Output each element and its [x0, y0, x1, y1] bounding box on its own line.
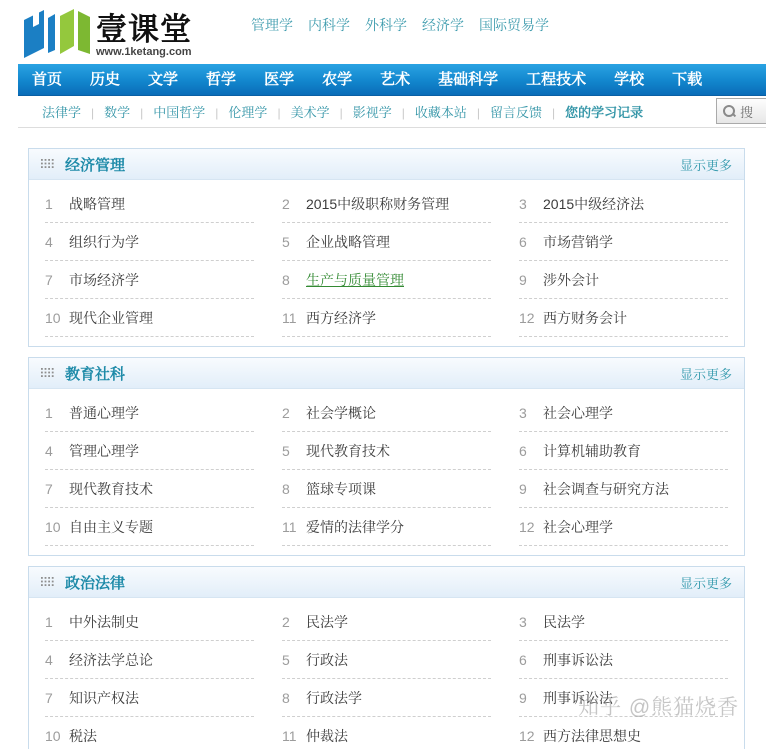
course-link[interactable]: 涉外会计 — [543, 271, 599, 288]
search-label: 搜 — [740, 104, 754, 120]
course-item — [282, 470, 491, 508]
category-section — [28, 566, 745, 749]
course-number: 3 — [519, 404, 527, 421]
section-body — [29, 389, 744, 555]
course-number: 6 — [519, 651, 527, 668]
course-number: 11 — [282, 518, 297, 535]
sub-nav-item[interactable]: 收藏本站 — [414, 104, 467, 120]
course-link[interactable]: 战略管理 — [69, 195, 125, 212]
subnav-separator: | — [401, 105, 405, 120]
course-link[interactable]: 市场经济学 — [69, 271, 139, 288]
sub-nav-item[interactable]: 数学 — [104, 104, 131, 120]
course-item — [282, 261, 491, 299]
site-logo[interactable] — [24, 8, 192, 58]
course-number: 1 — [45, 195, 53, 212]
grid-dots-icon — [41, 368, 55, 379]
section-header — [29, 149, 744, 180]
main-nav-item[interactable]: 艺术 — [380, 71, 411, 88]
course-link[interactable]: 税法 — [69, 727, 97, 744]
course-number: 12 — [519, 727, 535, 744]
section-body — [29, 598, 744, 749]
course-number: 8 — [282, 689, 290, 706]
course-item — [282, 394, 491, 432]
section-title: 经济管理 — [65, 156, 126, 174]
main-nav-item[interactable]: 首页 — [32, 71, 63, 88]
course-link[interactable]: 经济法学总论 — [69, 651, 153, 668]
course-item — [45, 717, 254, 749]
main-nav-item[interactable]: 学校 — [614, 71, 645, 88]
course-number: 12 — [519, 518, 535, 535]
course-grid — [45, 603, 728, 749]
course-item — [282, 717, 491, 749]
search-button[interactable] — [716, 98, 766, 124]
course-link[interactable]: 中外法制史 — [69, 613, 139, 630]
course-item — [519, 223, 728, 261]
course-item — [519, 432, 728, 470]
course-number: 9 — [519, 480, 527, 497]
course-number: 1 — [45, 613, 53, 630]
course-number: 4 — [45, 442, 53, 459]
course-link[interactable]: 生产与质量管理 — [306, 271, 404, 288]
course-link[interactable]: 民法学 — [543, 613, 585, 630]
course-number: 1 — [45, 404, 53, 421]
course-number: 7 — [45, 271, 53, 288]
course-number: 3 — [519, 613, 527, 630]
course-item — [519, 603, 728, 641]
course-item — [282, 641, 491, 679]
course-number: 5 — [282, 651, 290, 668]
course-number: 4 — [45, 233, 53, 250]
course-number: 7 — [45, 480, 53, 497]
course-link[interactable]: 现代教育技术 — [69, 480, 153, 497]
course-link[interactable]: 社会调查与研究方法 — [543, 480, 669, 497]
course-link[interactable]: 自由主义专题 — [69, 518, 153, 535]
course-item — [45, 299, 254, 337]
course-link[interactable]: 社会心理学 — [543, 518, 613, 535]
sections-container — [28, 148, 745, 749]
course-item — [519, 470, 728, 508]
course-item — [45, 185, 254, 223]
course-item — [519, 299, 728, 337]
show-more-link[interactable]: 显示更多 — [679, 575, 732, 591]
header-quick-links — [251, 15, 564, 35]
course-item — [45, 603, 254, 641]
course-item — [282, 603, 491, 641]
course-number: 8 — [282, 271, 290, 288]
course-link[interactable]: 刑事诉讼法 — [543, 689, 613, 706]
course-number: 2 — [282, 195, 290, 212]
subnav-separator: | — [215, 105, 219, 120]
course-number: 7 — [45, 689, 53, 706]
subnav-separator: | — [91, 105, 95, 120]
sub-nav-item[interactable]: 美术学 — [290, 104, 330, 120]
course-link[interactable]: 社会学概论 — [306, 404, 376, 421]
course-number: 11 — [282, 309, 297, 326]
course-link[interactable]: 市场营销学 — [543, 233, 613, 250]
course-link[interactable]: 社会心理学 — [543, 404, 613, 421]
search-icon — [723, 105, 736, 118]
subnav-separator: | — [277, 105, 281, 120]
course-number: 10 — [45, 727, 61, 744]
sub-nav-item[interactable]: 中国哲学 — [153, 104, 206, 120]
course-number: 4 — [45, 651, 53, 668]
course-item — [45, 432, 254, 470]
course-item — [45, 261, 254, 299]
category-section — [28, 148, 745, 347]
course-item — [45, 641, 254, 679]
sub-nav — [18, 96, 766, 128]
course-item — [45, 470, 254, 508]
course-item — [519, 508, 728, 546]
course-link[interactable]: 现代教育技术 — [306, 442, 390, 459]
course-item — [519, 641, 728, 679]
course-number: 5 — [282, 442, 290, 459]
course-link[interactable]: 爱情的法律学分 — [306, 518, 404, 535]
course-item — [45, 679, 254, 717]
course-number: 3 — [519, 195, 527, 212]
site-header — [0, 0, 766, 64]
course-item — [282, 679, 491, 717]
main-nav-item[interactable]: 下载 — [672, 71, 703, 88]
course-item — [45, 508, 254, 546]
header-link[interactable]: 内科学 — [308, 17, 350, 33]
section-body — [29, 180, 744, 346]
course-item — [519, 679, 728, 717]
sub-nav-item[interactable]: 留言反馈 — [489, 104, 542, 120]
header-link[interactable]: 经济学 — [422, 17, 464, 33]
header-link[interactable]: 管理学 — [251, 17, 293, 33]
course-item — [282, 508, 491, 546]
course-link[interactable]: 行政法学 — [306, 689, 362, 706]
course-link[interactable]: 2015中级职称财务管理 — [306, 195, 450, 212]
sub-nav-item[interactable]: 影视学 — [352, 104, 392, 120]
main-nav-item[interactable]: 农学 — [322, 71, 353, 88]
section-title: 教育社科 — [65, 365, 126, 383]
course-number: 11 — [282, 727, 297, 744]
course-number: 2 — [282, 613, 290, 630]
course-number: 2 — [282, 404, 290, 421]
sub-nav-item[interactable]: 伦理学 — [228, 104, 268, 120]
course-link[interactable]: 现代企业管理 — [69, 309, 153, 326]
grid-dots-icon — [41, 577, 55, 588]
logo-book-icon — [24, 8, 90, 58]
course-number: 10 — [45, 309, 61, 326]
sub-nav-item[interactable]: 您的学习记录 — [565, 104, 644, 120]
subnav-separator: | — [552, 105, 556, 120]
course-number: 6 — [519, 442, 527, 459]
sub-nav-item[interactable]: 法律学 — [42, 104, 82, 120]
grid-dots-icon — [41, 159, 55, 170]
logo-text — [96, 12, 192, 58]
course-link[interactable]: 知识产权法 — [69, 689, 139, 706]
course-item — [519, 185, 728, 223]
course-number: 9 — [519, 689, 527, 706]
course-number: 5 — [282, 233, 290, 250]
course-link[interactable]: 西方财务会计 — [543, 309, 627, 326]
section-header — [29, 567, 744, 598]
watermark: 知乎 @熊猫烧香 — [578, 696, 740, 719]
course-link[interactable]: 西方法律思想史 — [543, 727, 641, 744]
course-item — [45, 223, 254, 261]
course-link[interactable]: 2015中级经济法 — [543, 195, 645, 212]
course-item — [519, 717, 728, 749]
course-link[interactable]: 企业战略管理 — [306, 233, 390, 250]
main-nav-item[interactable]: 哲学 — [206, 71, 237, 88]
course-item — [282, 432, 491, 470]
course-link[interactable]: 刑事诉讼法 — [543, 651, 613, 668]
course-number: 9 — [519, 271, 527, 288]
course-link[interactable]: 行政法 — [306, 651, 348, 668]
header-link[interactable]: 外科学 — [365, 17, 407, 33]
subnav-separator: | — [476, 105, 480, 120]
logo-title: 壹课堂 — [96, 12, 192, 47]
course-link[interactable]: 组织行为学 — [69, 233, 139, 250]
course-link[interactable]: 民法学 — [306, 613, 348, 630]
course-item — [282, 299, 491, 337]
course-link[interactable]: 篮球专项课 — [306, 480, 376, 497]
main-nav — [18, 64, 766, 96]
subnav-separator: | — [339, 105, 343, 120]
course-link[interactable]: 管理心理学 — [69, 442, 139, 459]
main-nav-item[interactable]: 文学 — [148, 71, 179, 88]
main-nav-item[interactable]: 基础科学 — [438, 71, 499, 88]
show-more-link[interactable]: 显示更多 — [679, 157, 732, 173]
course-item — [282, 223, 491, 261]
course-grid — [45, 185, 728, 337]
header-link[interactable]: 国际贸易学 — [479, 17, 549, 33]
course-item — [519, 261, 728, 299]
course-item — [519, 394, 728, 432]
course-number: 12 — [519, 309, 535, 326]
logo-url: www.1ketang.com — [96, 46, 192, 58]
section-title: 政治法律 — [65, 574, 126, 592]
course-link[interactable]: 西方经济学 — [306, 309, 376, 326]
section-header — [29, 358, 744, 389]
show-more-link[interactable]: 显示更多 — [679, 366, 732, 382]
course-item — [282, 185, 491, 223]
main-nav-item[interactable]: 历史 — [90, 71, 121, 88]
course-item — [45, 394, 254, 432]
course-number: 8 — [282, 480, 290, 497]
category-section — [28, 357, 745, 556]
course-number: 6 — [519, 233, 527, 250]
course-grid — [45, 394, 728, 546]
course-link[interactable]: 普通心理学 — [69, 404, 139, 421]
course-number: 10 — [45, 518, 61, 535]
course-link[interactable]: 仲裁法 — [306, 727, 348, 744]
course-link[interactable]: 计算机辅助教育 — [543, 442, 641, 459]
main-nav-item[interactable]: 医学 — [264, 71, 295, 88]
subnav-separator: | — [140, 105, 144, 120]
sub-nav-links — [18, 102, 653, 122]
main-nav-item[interactable]: 工程技术 — [526, 71, 587, 88]
